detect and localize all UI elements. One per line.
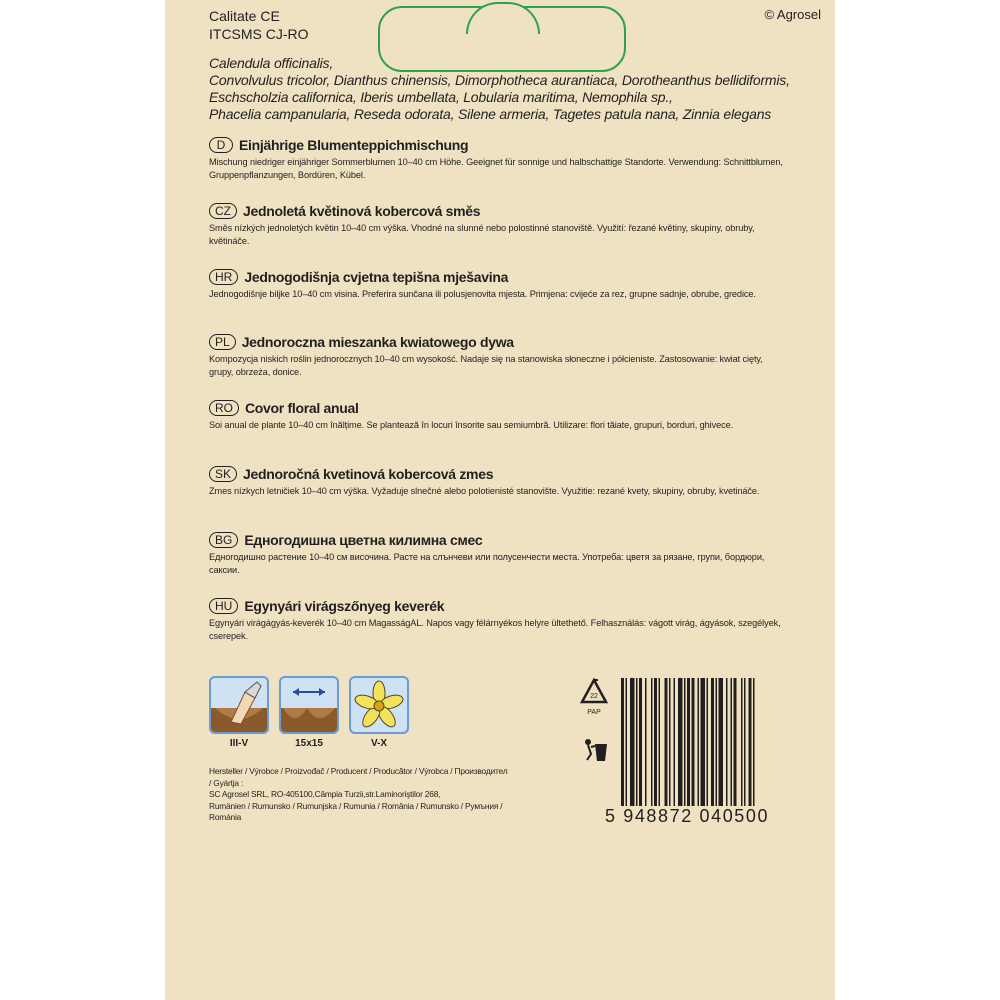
language-badge: BG xyxy=(209,532,238,548)
section-text: Mischung niedriger einjähriger Sommerblumen 10–40 cm Höhe. Geeignet für sonnige und halbschattige Standorte. Verwendung: Schnittblumen, Gruppenpflanzungen, Bordüren, Kübel. xyxy=(209,157,783,180)
barcode-bar xyxy=(701,678,706,806)
quality-certification xyxy=(209,7,309,43)
species-line: Convolvulus tricolor, Dianthus chinensis, Dimorphotheca aurantiaca, Dorotheanthus bellidiformis, xyxy=(209,72,790,88)
section-title: Egynyári virágszőnyeg keverék xyxy=(244,598,445,614)
producer-line: Rumänien / Rumunsko / Rumunjska / Rumunia / România / Rumunsko / Румъния / Románia xyxy=(209,800,503,822)
barcode-bar xyxy=(707,678,709,806)
section-hr xyxy=(209,268,789,301)
cert-line-2: ITCSMS CJ-RO xyxy=(209,26,309,42)
barcode-bar xyxy=(716,678,718,806)
dispose-bin-icon xyxy=(583,736,609,762)
language-badge: PL xyxy=(209,334,236,350)
section-hu xyxy=(209,597,789,643)
barcode-bar xyxy=(711,678,714,806)
seed-packet-back xyxy=(165,0,835,1000)
cert-line-1: Calitate CE xyxy=(209,8,280,24)
section-text: Soi anual de plante 10–40 cm înălțime. Se plantează în locuri însorite sau semiumbră. Utilizare: flori tăiate, grupuri, borduri, ghivece. xyxy=(209,420,734,430)
sowing-time xyxy=(209,676,269,749)
section-title: Jednoroczna mieszanka kwiatowego dywa xyxy=(241,334,514,350)
section-title: Едногодишна цветна килимна смес xyxy=(244,532,483,548)
species-line: Eschscholzia californica, Iberis umbellata, Lobularia maritima, Nemophila sp., xyxy=(209,89,673,105)
section-title: Covor floral anual xyxy=(245,400,359,416)
spacing xyxy=(279,676,339,749)
language-badge: RO xyxy=(209,400,239,416)
barcode-bar xyxy=(684,678,686,806)
language-badge: SK xyxy=(209,466,237,482)
barcode-bar xyxy=(626,678,628,806)
recycle-icon xyxy=(579,678,609,720)
spacing-label: 15x15 xyxy=(295,738,323,749)
barcode-bar xyxy=(687,678,690,806)
barcode-bar xyxy=(692,678,695,806)
flowering-time-icon xyxy=(349,676,409,734)
producer-line: Hersteller / Výrobce / Proizvođač / Producent / Producător / Výrobca / Производител / Gyártja : xyxy=(209,766,508,788)
sowing-time-icon xyxy=(209,676,269,734)
recycle-code: 22 xyxy=(590,693,598,700)
section-bg xyxy=(209,531,789,577)
barcode-bar xyxy=(734,678,737,806)
section-de xyxy=(209,136,789,182)
sowing-time-label: III-V xyxy=(229,738,249,749)
barcode-bar xyxy=(659,678,661,806)
flowering-time-label: V-X xyxy=(370,738,388,749)
barcode-bar xyxy=(719,678,724,806)
language-badge: CZ xyxy=(209,203,237,219)
producer-info xyxy=(209,766,509,824)
flowering-time xyxy=(349,676,409,749)
section-title: Einjährige Blumenteppichmischung xyxy=(239,137,469,153)
species-line: Phacelia campanularia, Reseda odorata, Silene armeria, Tagetes patula nana, Zinnia elegans xyxy=(209,106,772,122)
barcode-bar xyxy=(621,678,624,806)
barcode-bar xyxy=(651,678,653,806)
language-badge: D xyxy=(209,137,233,153)
barcode-bar xyxy=(665,678,668,806)
section-pl xyxy=(209,333,789,379)
species-list xyxy=(209,55,809,123)
barcode-bar xyxy=(630,678,635,806)
language-badge: HR xyxy=(209,269,238,285)
barcode-bar xyxy=(698,678,700,806)
barcode xyxy=(621,678,799,806)
barcode-bar xyxy=(645,678,647,806)
section-text: Kompozycja niskich roślin jednorocznych 10–40 cm wysokość. Nadaje się na stanowiska słoneczne i półcieniste. Zastosowanie: kwiat cięty, grupy, obrzeża, donice. xyxy=(209,354,763,377)
section-text: Zmes nízkych letničiek 10–40 cm výška. Vyžaduje slnečné alebo polotienisté stanovište. Využitie: rezané kvety, skupiny, obruby, kvetináče. xyxy=(209,486,760,496)
barcode-number: 5 948872 040500 xyxy=(605,806,770,826)
barcode-bar xyxy=(749,678,752,806)
cultivation-icons xyxy=(209,676,409,749)
barcode-bar xyxy=(744,678,746,806)
section-ro xyxy=(209,399,789,432)
section-text: Směs nízkých jednoletých květin 10–40 cm výška. Vhodné na slunné nebo polostinné stanoviště. Využití: řezané květiny, skupiny, obruby, květináče. xyxy=(209,223,755,246)
section-text: Egynyári virágágyás-keverék 10–40 cm MagasságAL. Napos vagy félárnyékos helyre ültethető. Felhasználás: vágott virág, ágyások, szegélyek, cserepek. xyxy=(209,618,781,641)
barcode-bar xyxy=(639,678,642,806)
section-text: Jednogodišnje biljke 10–40 cm visina. Preferira sunčana ili polusjenovita mjesta. Primjena: cvijeće za rez, grupne sadnje, obrube, gredice. xyxy=(209,289,756,299)
recycle-material: PAP xyxy=(587,709,601,716)
section-cz xyxy=(209,202,789,248)
section-title: Jednoletá květinová kobercová směs xyxy=(243,203,481,219)
barcode-bar xyxy=(678,678,683,806)
copyright: © Agrosel xyxy=(764,7,821,22)
section-sk xyxy=(209,465,789,498)
section-title: Jednogodišnja cvjetna tepišna mješavina xyxy=(244,269,509,285)
language-badge: HU xyxy=(209,598,238,614)
barcode-bar xyxy=(654,678,657,806)
barcode-bar xyxy=(726,678,728,806)
species-line: Calendula officinalis, xyxy=(209,55,334,71)
barcode-bar xyxy=(741,678,743,806)
barcode-bar xyxy=(669,678,671,806)
producer-line: SC Agrosel SRL, RO-405100,Câmpia Turzii,str.Laminoriştilor 268, xyxy=(209,789,441,799)
barcode-bar xyxy=(753,678,755,806)
spacing-icon xyxy=(279,676,339,734)
barcode-bar xyxy=(731,678,733,806)
barcode-bar xyxy=(674,678,676,806)
section-text: Едногодишно растение 10–40 см височина. Расте на слънчеви или полусенчести места. Употреба: цветя за рязане, групи, бордюри, саксии. xyxy=(209,552,765,575)
barcode-bar xyxy=(636,678,638,806)
section-title: Jednoročná kvetinová kobercová zmes xyxy=(243,466,494,482)
